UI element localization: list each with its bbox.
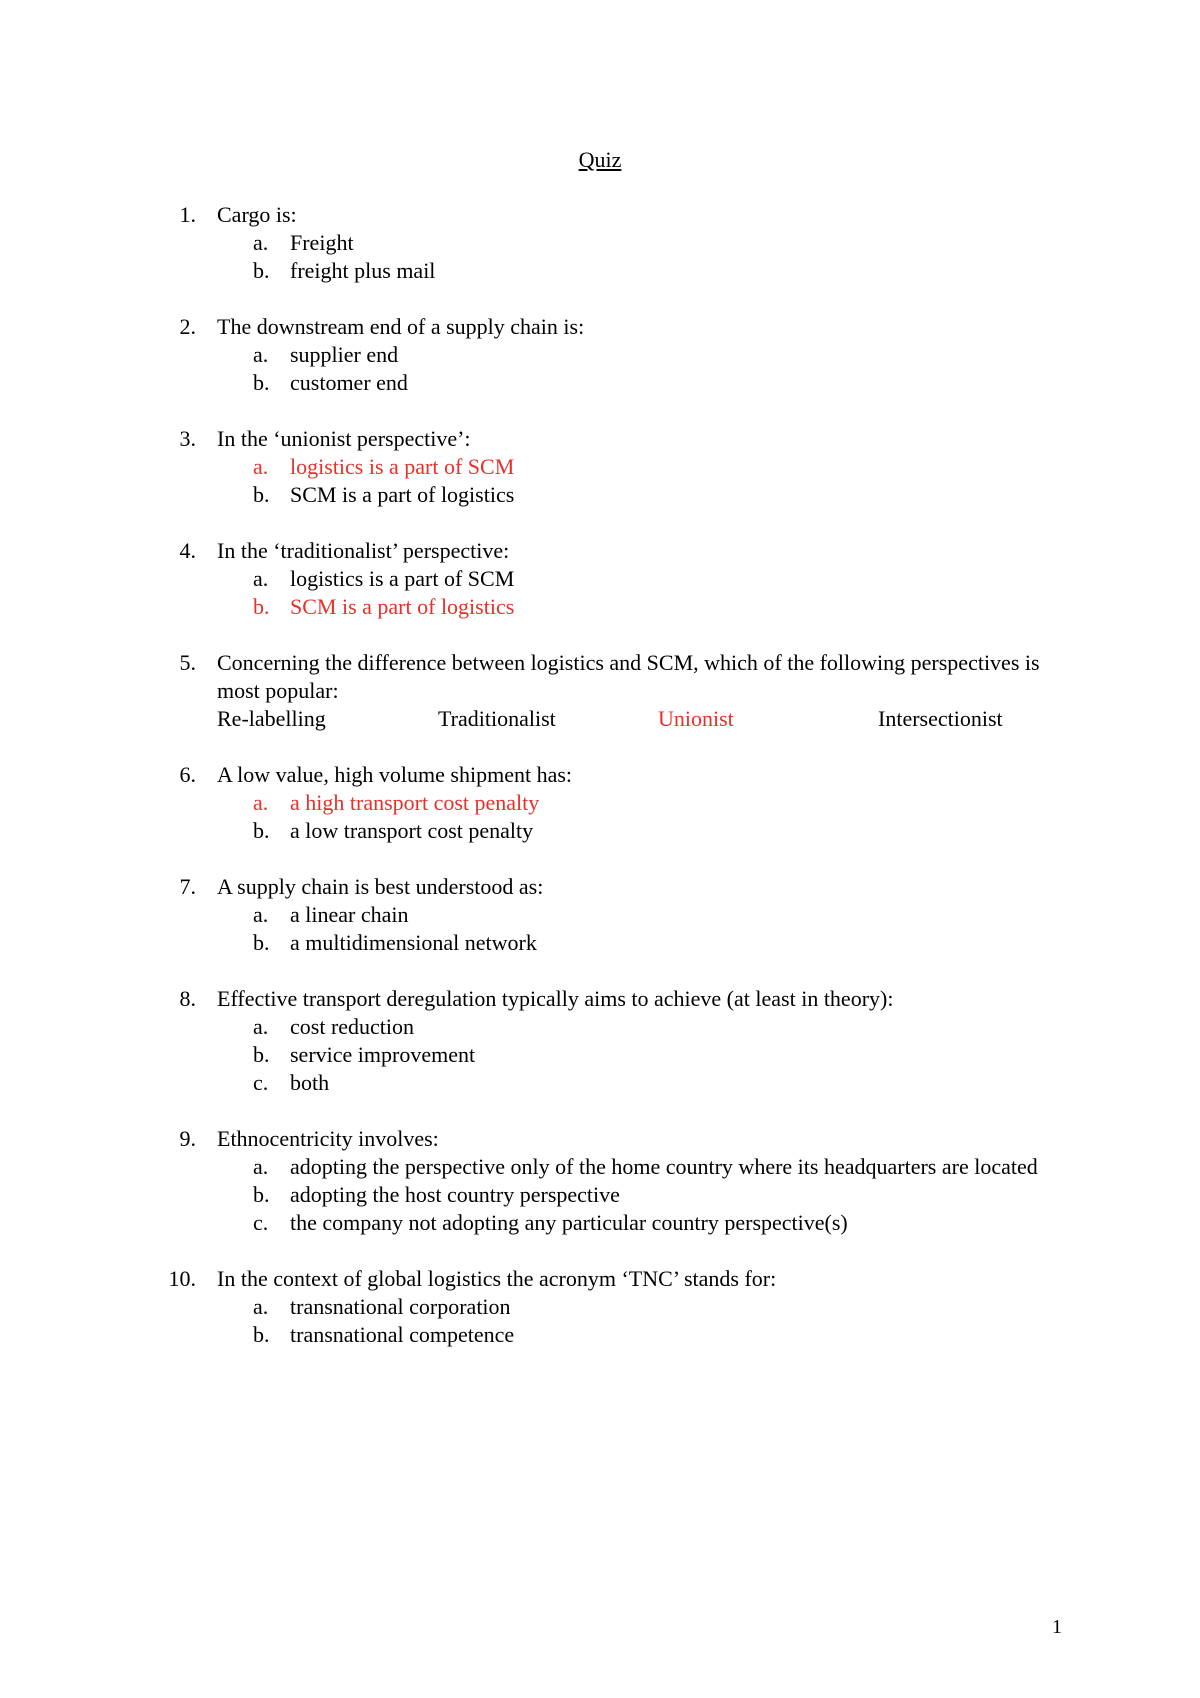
- option-letter: a.: [253, 1154, 269, 1179]
- option-letter: a.: [253, 230, 269, 255]
- option-letter: b.: [253, 930, 270, 955]
- option-letter: b.: [253, 1042, 270, 1067]
- choice-option: Traditionalist: [438, 706, 556, 731]
- question-7: [0, 873, 1200, 957]
- question-row: [0, 313, 1200, 341]
- question-text: Ethnocentricity involves:: [217, 1126, 439, 1151]
- question-row: [0, 425, 1200, 453]
- answer-option: [0, 1181, 1200, 1209]
- option-letter: b.: [253, 482, 270, 507]
- answer-option: [0, 1069, 1200, 1097]
- question-row: [0, 649, 1200, 705]
- option-letter: a.: [253, 566, 269, 591]
- option-text: supplier end: [290, 342, 399, 367]
- answer-option: [0, 257, 1200, 285]
- option-text: logistics is a part of SCM: [290, 454, 515, 479]
- option-letter: b.: [253, 1182, 270, 1207]
- choice-option: Intersectionist: [878, 706, 1003, 731]
- question-row: [0, 761, 1200, 789]
- option-text: logistics is a part of SCM: [290, 566, 515, 591]
- question-text: A low value, high volume shipment has:: [217, 762, 573, 787]
- answer-option: [0, 1153, 1200, 1181]
- option-text: freight plus mail: [290, 258, 436, 283]
- question-9: [0, 1125, 1200, 1237]
- option-text: a low transport cost penalty: [290, 818, 534, 843]
- question-number: 7.: [179, 874, 196, 899]
- answer-option: [0, 593, 1200, 621]
- question-8: [0, 985, 1200, 1097]
- option-text: adopting the perspective only of the home country where its headquarters are located: [290, 1154, 1038, 1179]
- question-row: [0, 1265, 1200, 1293]
- option-text: customer end: [290, 370, 408, 395]
- question-number: 1.: [179, 202, 196, 227]
- question-3: [0, 425, 1200, 509]
- question-1: [0, 201, 1200, 285]
- option-text: a linear chain: [290, 902, 409, 927]
- question-text: Cargo is:: [217, 202, 297, 227]
- answer-option: [0, 929, 1200, 957]
- answer-option: [0, 1209, 1200, 1237]
- option-text: cost reduction: [290, 1014, 415, 1039]
- answer-option: [0, 817, 1200, 845]
- question-5: [0, 649, 1200, 733]
- option-text: transnational competence: [290, 1322, 515, 1347]
- answer-option: [0, 1293, 1200, 1321]
- question-row: [0, 1125, 1200, 1153]
- question-6: [0, 761, 1200, 845]
- option-letter: a.: [253, 790, 269, 815]
- answer-option: [0, 369, 1200, 397]
- page-number: 1: [1052, 1616, 1062, 1638]
- option-text: service improvement: [290, 1042, 476, 1067]
- question-number: 2.: [179, 314, 196, 339]
- option-letter: b.: [253, 594, 270, 619]
- option-text: SCM is a part of logistics: [290, 482, 515, 507]
- option-letter: a.: [253, 1014, 269, 1039]
- question-row: [0, 201, 1200, 229]
- question-number: 10.: [168, 1266, 196, 1291]
- option-letter: a.: [253, 1294, 269, 1319]
- answer-option: [0, 229, 1200, 257]
- answer-option: [0, 901, 1200, 929]
- question-text: In the ‘traditionalist’ perspective:: [217, 538, 510, 563]
- question-row: [0, 985, 1200, 1013]
- question-10: [0, 1265, 1200, 1349]
- choices-row: [0, 705, 1200, 733]
- option-letter: b.: [253, 258, 270, 283]
- option-text: both: [290, 1070, 330, 1095]
- answer-option: [0, 453, 1200, 481]
- answer-option: [0, 565, 1200, 593]
- option-letter: c.: [253, 1210, 269, 1235]
- option-letter: b.: [253, 370, 270, 395]
- question-2: [0, 313, 1200, 397]
- option-letter: a.: [253, 342, 269, 367]
- question-text: A supply chain is best understood as:: [217, 874, 544, 899]
- question-row: [0, 537, 1200, 565]
- option-text: the company not adopting any particular country perspective(s): [290, 1210, 848, 1235]
- question-row: [0, 873, 1200, 901]
- answer-option: [0, 481, 1200, 509]
- option-text: adopting the host country perspective: [290, 1182, 620, 1207]
- option-letter: a.: [253, 454, 269, 479]
- answer-option: [0, 1041, 1200, 1069]
- option-letter: b.: [253, 818, 270, 843]
- page-title: Quiz: [578, 147, 622, 172]
- choice-option: Re-labelling: [217, 706, 326, 731]
- question-list: [0, 201, 1200, 1377]
- answer-option: [0, 789, 1200, 817]
- option-text: a high transport cost penalty: [290, 790, 540, 815]
- answer-option: [0, 1013, 1200, 1041]
- option-text: a multidimensional network: [290, 930, 537, 955]
- question-text: In the context of global logistics the acronym ‘TNC’ stands for:: [217, 1266, 777, 1291]
- choice-option: Unionist: [658, 706, 734, 731]
- question-number: 4.: [179, 538, 196, 563]
- question-number: 3.: [179, 426, 196, 451]
- option-text: Freight: [290, 230, 354, 255]
- question-number: 5.: [179, 650, 196, 675]
- question-number: 8.: [179, 986, 196, 1011]
- option-text: transnational corporation: [290, 1294, 511, 1319]
- answer-option: [0, 341, 1200, 369]
- option-text: SCM is a part of logistics: [290, 594, 515, 619]
- option-letter: c.: [253, 1070, 269, 1095]
- question-text: Effective transport deregulation typically aims to achieve (at least in theory):: [217, 986, 894, 1011]
- option-letter: a.: [253, 902, 269, 927]
- question-number: 9.: [179, 1126, 196, 1151]
- question-text: The downstream end of a supply chain is:: [217, 314, 585, 339]
- option-letter: b.: [253, 1322, 270, 1347]
- question-number: 6.: [179, 762, 196, 787]
- question-4: [0, 537, 1200, 621]
- question-text: In the ‘unionist perspective’:: [217, 426, 471, 451]
- answer-option: [0, 1321, 1200, 1349]
- question-text: Concerning the difference between logistics and SCM, which of the following perspectives is most popular:: [217, 650, 1040, 703]
